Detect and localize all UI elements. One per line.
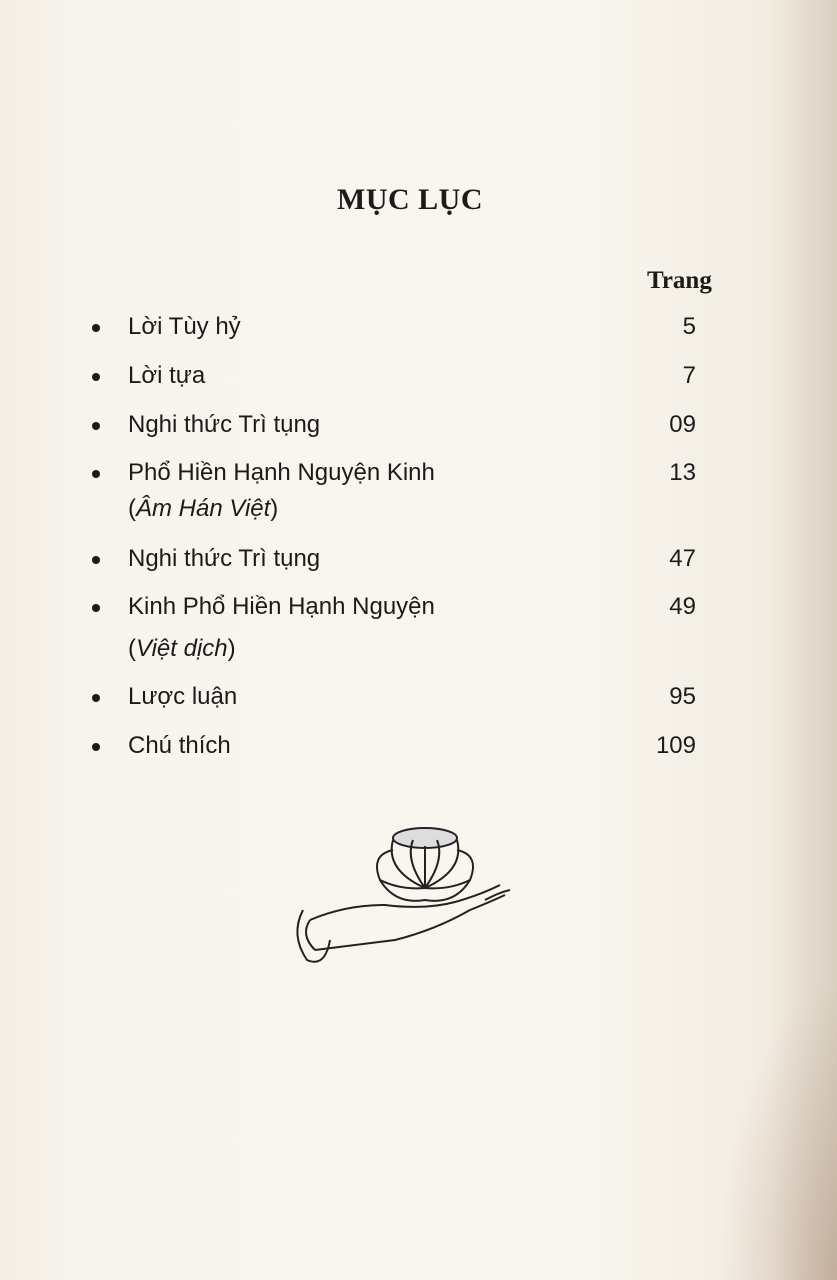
page-title: MỤC LỤC — [337, 183, 483, 216]
toc-entry — [92, 458, 696, 488]
entry-label: Lời tựa — [128, 362, 206, 389]
entry-sub-label: Âm Hán Việt — [136, 495, 271, 522]
toc-entry — [92, 410, 696, 440]
page-column-header: Trang — [647, 267, 712, 294]
paren: ) — [227, 635, 236, 662]
entry-label: Kinh Phổ Hiền Hạnh Nguyện — [128, 593, 435, 620]
entry-page: 49 — [669, 593, 696, 620]
entry-sub-label: Việt dịch — [136, 635, 228, 662]
toc-entry — [92, 682, 696, 712]
bullet-icon — [92, 604, 100, 612]
bullet-icon — [92, 373, 100, 381]
bullet-icon — [92, 422, 100, 430]
toc-entry — [92, 544, 696, 574]
bullet-icon — [92, 470, 100, 478]
bullet-icon — [92, 324, 100, 332]
paren: ) — [270, 495, 279, 522]
page-shadow — [717, 980, 837, 1280]
entry-subtitle — [128, 634, 236, 664]
entry-page: 09 — [669, 411, 696, 438]
entry-page: 109 — [655, 732, 696, 759]
entry-label: Phổ Hiền Hạnh Nguyện Kinh — [128, 459, 435, 486]
entry-page: 7 — [682, 362, 696, 389]
bullet-icon — [92, 694, 100, 702]
toc-entry — [92, 592, 696, 622]
entry-page: 13 — [669, 459, 696, 486]
bullet-icon — [92, 743, 100, 751]
entry-label: Chú thích — [128, 732, 231, 759]
paren: ( — [128, 495, 136, 522]
entry-label: Nghi thức Trì tụng — [128, 545, 321, 572]
entry-label: Lời Tùy hỷ — [128, 313, 241, 340]
toc-entry — [92, 312, 696, 342]
entry-page: 95 — [669, 683, 696, 710]
entry-label: Lược luận — [128, 683, 238, 710]
entry-subtitle — [128, 494, 278, 524]
paren: ( — [128, 635, 136, 662]
lotus-hand-illustration-icon — [285, 810, 535, 980]
entry-label: Nghi thức Trì tụng — [128, 411, 321, 438]
bullet-icon — [92, 556, 100, 564]
entry-page: 47 — [669, 545, 696, 572]
entry-page: 5 — [682, 313, 696, 340]
toc-entry — [92, 731, 696, 761]
toc-entry — [92, 361, 696, 391]
